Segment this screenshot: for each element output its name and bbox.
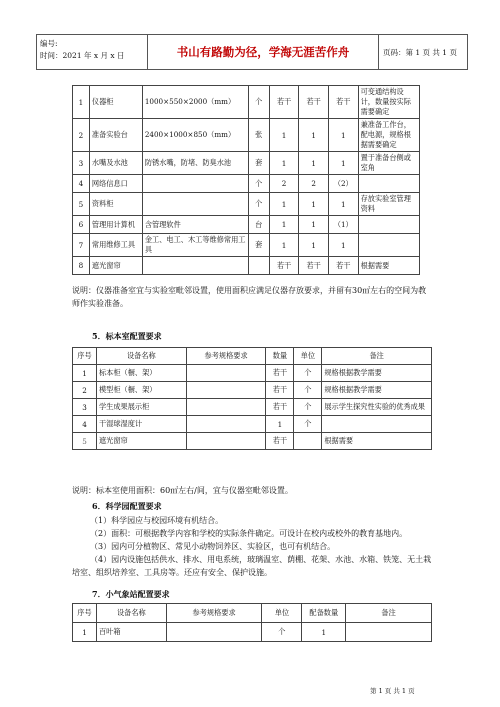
table-row xyxy=(73,86,420,119)
equipment-name: 百叶箱 xyxy=(96,623,166,642)
equipment-name: 干湿球湿度计 xyxy=(96,416,186,433)
qty-cell: 1 xyxy=(302,623,346,642)
section6-list xyxy=(72,514,432,579)
equipment-name: 网络信息口 xyxy=(89,175,142,193)
qty-cell: （2） xyxy=(328,175,358,193)
qty-cell: 2 xyxy=(269,175,299,193)
column-header: 备注 xyxy=(346,604,432,623)
spec-cell xyxy=(142,193,248,216)
spec-cell xyxy=(166,623,262,642)
qty-cell: 若干 xyxy=(269,86,299,119)
unit-cell: 个 xyxy=(294,365,322,382)
table-row xyxy=(73,623,432,642)
spec-cell xyxy=(142,175,248,193)
equipment-name: 遮光窗帘 xyxy=(96,433,186,450)
column-header: 参考规格要求 xyxy=(186,348,266,365)
qty-cell: 1 xyxy=(299,193,329,216)
document-number-label: 编号: xyxy=(40,39,58,48)
section6-item: （3）园内可分植物区、常见小动物饲养区、实验区，也可有机结合。 xyxy=(90,542,336,551)
row-number: 1 xyxy=(73,86,90,119)
table-row xyxy=(73,257,420,275)
table-row xyxy=(73,234,420,257)
qty-cell: 1 xyxy=(269,216,299,234)
equipment-name: 准备实验台 xyxy=(89,119,142,152)
row-number: 2 xyxy=(73,119,90,152)
row-number: 6 xyxy=(73,216,90,234)
note-prep-room: 说明：仪器准备室宜与实验室毗邻设置，使用面积应满足仪器存放要求，并留有30㎡左右的空间为教师作实验准备。 xyxy=(72,286,427,308)
equipment-name: 仪器柜 xyxy=(89,86,142,119)
header-slogan: 书山有路勤为径，学海无涯苦作舟 xyxy=(148,35,379,69)
section5-title: 5．标本室配置要求 xyxy=(92,331,162,341)
equipment-name: 遮光窗帘 xyxy=(89,257,142,275)
spec-cell xyxy=(186,382,266,399)
unit-cell: 个 xyxy=(248,86,269,119)
equipment-name: 学生成果展示柜 xyxy=(96,399,186,416)
spec-cell xyxy=(186,399,266,416)
qty-cell: 1 xyxy=(299,152,329,175)
equipment-name: 常用维修工具 xyxy=(89,234,142,257)
row-number: 7 xyxy=(73,234,90,257)
section7-title: 7．小气象站配置要求 xyxy=(92,589,170,599)
table-row xyxy=(73,365,432,382)
qty-cell: 若干 xyxy=(269,257,299,275)
note-cell xyxy=(346,623,432,642)
qty-cell: 若干 xyxy=(299,86,329,119)
spec-cell xyxy=(186,433,266,450)
note-cell: 根据需要 xyxy=(358,257,419,275)
equipment-name: 模型柜（橱、架） xyxy=(96,382,186,399)
qty-cell: 若干 xyxy=(299,257,329,275)
table-row xyxy=(73,193,420,216)
table-row xyxy=(73,175,420,193)
qty-cell: （1） xyxy=(328,216,358,234)
equipment-name: 管理用计算机 xyxy=(89,216,142,234)
note-cell: 展示学生探究性实验的优秀成果 xyxy=(322,399,432,416)
unit-cell: 台 xyxy=(248,216,269,234)
qty-cell: 1 xyxy=(269,119,299,152)
note-cell: 存放实验室管理资料 xyxy=(358,193,419,216)
unit-cell: 套 xyxy=(248,152,269,175)
column-header: 单位 xyxy=(294,348,322,365)
table-row xyxy=(73,119,420,152)
weather-station-table xyxy=(72,603,432,642)
spec-cell: 金工、电工、木工等维修常用工具 xyxy=(142,234,248,257)
note-cell xyxy=(322,416,432,433)
row-number: 1 xyxy=(73,623,97,642)
equipment-name: 资料柜 xyxy=(89,193,142,216)
header-meta xyxy=(37,35,148,69)
note-specimen-room: 说明：标本室使用面积：60㎡左右/间，宜与仪器室毗邻设置。 xyxy=(72,486,293,495)
page-header xyxy=(36,34,468,70)
qty-cell: 若干 xyxy=(266,399,294,416)
qty-cell: 1 xyxy=(328,152,358,175)
qty-cell: 2 xyxy=(299,175,329,193)
row-number: 4 xyxy=(73,175,90,193)
note-cell: 可变通结构设计，数量按实际需要确定 xyxy=(358,86,419,119)
qty-cell: 1 xyxy=(299,119,329,152)
row-number: 5 xyxy=(73,193,90,216)
qty-cell: 若干 xyxy=(266,365,294,382)
note-cell xyxy=(358,175,419,193)
note-cell: 规格根据教学需要 xyxy=(322,365,432,382)
column-header: 设备名称 xyxy=(96,604,166,623)
document-date: 时间：2021 年 x 月 x 日 xyxy=(40,51,125,60)
qty-cell: 1 xyxy=(299,234,329,257)
row-number: 5 xyxy=(73,433,97,450)
column-header: 设备名称 xyxy=(96,348,186,365)
qty-cell: 1 xyxy=(269,193,299,216)
column-header: 序号 xyxy=(73,348,97,365)
qty-cell: 若干 xyxy=(328,86,358,119)
unit-cell: 个 xyxy=(262,623,302,642)
qty-cell: 1 xyxy=(269,234,299,257)
spec-cell: 1000×550×2000（mm） xyxy=(142,86,248,119)
spec-cell: 含管理软件 xyxy=(142,216,248,234)
column-header: 配备数量 xyxy=(302,604,346,623)
qty-cell: 若干 xyxy=(266,433,294,450)
note-cell: 规格根据教学需要 xyxy=(322,382,432,399)
spec-cell xyxy=(186,416,266,433)
column-header: 序号 xyxy=(73,604,97,623)
section6-title: 6．科学园配置要求 xyxy=(92,501,162,511)
row-number: 8 xyxy=(73,257,90,275)
row-number: 3 xyxy=(73,152,90,175)
section6-item: （1）科学园应与校园环境有机结合。 xyxy=(90,516,224,525)
column-header: 备注 xyxy=(322,348,432,365)
page-footer: 第 1 页 共 1 页 xyxy=(370,687,415,695)
specimen-room-table xyxy=(72,347,432,450)
prep-room-equipment-table xyxy=(72,85,420,275)
column-header: 单位 xyxy=(262,604,302,623)
note-cell xyxy=(358,216,419,234)
unit-cell: 个 xyxy=(248,193,269,216)
note-cell: 置于准备台侧或室角 xyxy=(358,152,419,175)
qty-cell: 1 xyxy=(266,416,294,433)
unit-cell xyxy=(248,257,269,275)
spec-cell xyxy=(186,365,266,382)
qty-cell: 若干 xyxy=(266,382,294,399)
table-row xyxy=(73,399,432,416)
table-row xyxy=(73,433,432,450)
table-row xyxy=(73,216,420,234)
unit-cell: 套 xyxy=(248,234,269,257)
equipment-name: 标本柜（橱、架） xyxy=(96,365,186,382)
row-number: 4 xyxy=(73,416,97,433)
note-cell: 根据需要 xyxy=(322,433,432,450)
spec-cell xyxy=(142,257,248,275)
section6-item: （4）园内设施包括供水、排水、用电系统，玻璃温室、荫棚、花架、水池、水箱、铁笼、无土栽培室、组织培养室、工具房等。还应有安全、保护设施。 xyxy=(72,555,432,577)
row-number: 3 xyxy=(73,399,97,416)
unit-cell: 个 xyxy=(294,399,322,416)
unit-cell xyxy=(294,433,322,450)
unit-cell: 个 xyxy=(294,382,322,399)
table-row xyxy=(73,152,420,175)
note-cell: 兼准备工作台，配电源，规格根据需要确定 xyxy=(358,119,419,152)
unit-cell: 个 xyxy=(248,175,269,193)
qty-cell: 若干 xyxy=(328,257,358,275)
note-cell xyxy=(358,234,419,257)
equipment-name: 水嘴及水池 xyxy=(89,152,142,175)
row-number: 1 xyxy=(73,365,97,382)
table-row xyxy=(73,382,432,399)
spec-cell: 防锈水嘴，防堵、防臭水池 xyxy=(142,152,248,175)
header-page-number: 页码：第 1 页 共 1 页 xyxy=(383,47,457,57)
qty-cell: 1 xyxy=(269,152,299,175)
section6-item: （2）面积：可根据教学内容和学校的实际条件确定。可设计在校内或校外的教育基地内。 xyxy=(90,529,408,538)
unit-cell: 个 xyxy=(294,416,322,433)
qty-cell: 1 xyxy=(328,234,358,257)
qty-cell: 1 xyxy=(328,119,358,152)
table-row xyxy=(73,416,432,433)
spec-cell: 2400×1000×850（mm） xyxy=(142,119,248,152)
column-header: 参考规格要求 xyxy=(166,604,262,623)
row-number: 2 xyxy=(73,382,97,399)
qty-cell: 1 xyxy=(328,193,358,216)
column-header: 数量 xyxy=(266,348,294,365)
unit-cell: 张 xyxy=(248,119,269,152)
qty-cell: 1 xyxy=(299,216,329,234)
